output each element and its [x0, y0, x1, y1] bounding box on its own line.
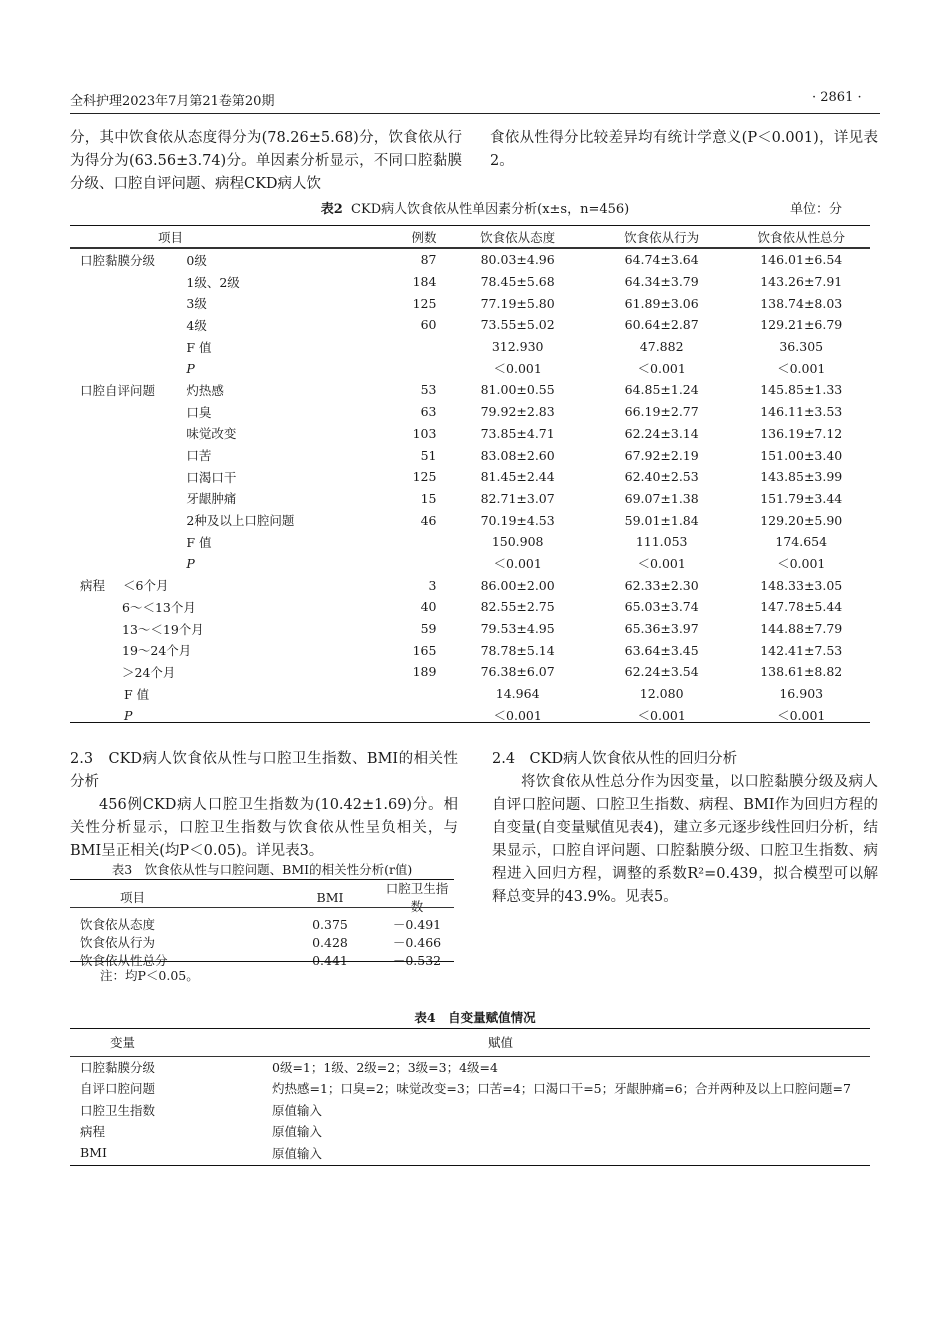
col-total: 饮食依从性总分: [757, 230, 845, 245]
row-total: 142.41±7.53: [760, 642, 843, 658]
row-attitude: 78.78±5.14: [480, 642, 555, 658]
row-ohi: －0.491: [392, 917, 442, 932]
row-group: [70, 314, 186, 336]
row-attitude: 73.85±4.71: [480, 425, 555, 441]
row-val: 0级=1；1级、2级=2；3级=3；4级=4: [272, 1059, 498, 1075]
journal-header: 全科护理2023年7月第21卷第20期: [70, 94, 275, 109]
row-total: 151.00±3.40: [760, 447, 843, 463]
row-group: [70, 488, 186, 510]
row-bmi: 0.428: [312, 934, 348, 950]
row-total: 146.11±3.53: [760, 404, 843, 420]
row-n: 184: [412, 274, 437, 290]
row-n: 15: [420, 490, 437, 506]
row-total: 129.21±6.79: [760, 317, 843, 333]
row-total: 146.01±6.54: [760, 252, 843, 268]
row-behavior: 64.74±3.64: [624, 252, 699, 268]
table2-header-row: [70, 226, 870, 249]
section-2-4: [492, 748, 878, 909]
row-attitude: 82.55±2.75: [480, 599, 555, 615]
table2: [70, 225, 870, 726]
row-attitude: ＜0.001: [493, 556, 542, 572]
table-row: [70, 249, 870, 271]
row-total: 148.33±3.05: [760, 577, 843, 593]
row-attitude: 80.03±4.96: [480, 252, 555, 268]
row-behavior: 60.64±2.87: [624, 317, 699, 333]
row-attitude: 79.53±4.95: [480, 621, 555, 637]
row-group: [70, 531, 186, 553]
row-behavior: 59.01±1.84: [624, 512, 699, 528]
row-item: 饮食依从态度: [80, 917, 156, 932]
row-attitude: 86.00±2.00: [480, 577, 555, 593]
section-2-4-title: 2.4 CKD病人饮食依从性的回归分析: [492, 751, 738, 767]
row-item: P: [124, 707, 133, 723]
row-total: 129.20±5.90: [760, 512, 843, 528]
table-row: [70, 574, 870, 596]
row-item: 6～＜13个月: [122, 599, 196, 615]
row-item: 19～24个月: [122, 643, 192, 659]
row-ohi: －0.532: [392, 953, 442, 968]
row-n: 125: [412, 295, 437, 311]
row-n: [382, 336, 445, 358]
row-ohi: －0.466: [392, 935, 442, 950]
row-attitude: ＜0.001: [493, 361, 542, 377]
row-val: 原值输入: [272, 1102, 323, 1118]
table-row: [70, 271, 870, 293]
row-item: 0级: [186, 252, 207, 268]
row-behavior: 64.34±3.79: [624, 274, 699, 290]
table-row: [70, 379, 870, 401]
table-row: [70, 1142, 870, 1164]
table-row: [70, 1078, 870, 1100]
row-total: ＜0.001: [777, 361, 826, 377]
row-n: 125: [412, 469, 437, 485]
row-attitude: 77.19±5.80: [480, 295, 555, 311]
row-total: 174.654: [775, 534, 828, 550]
row-behavior: 64.85±1.24: [624, 382, 699, 398]
row-item: F 值: [186, 339, 212, 355]
row-group: 病程: [80, 578, 106, 594]
table-row: [70, 1121, 870, 1143]
row-behavior: 62.40±2.53: [624, 469, 699, 485]
row-item: 口渴口干: [186, 469, 237, 485]
table3-top-rule: [70, 879, 454, 880]
header-rule: [70, 113, 880, 114]
row-group: [70, 423, 186, 445]
table2-caption: 表2 CKD病人饮食依从性单因素分析(x±s，n=456): [320, 202, 630, 217]
table-row: [70, 444, 870, 466]
col-n: 例数: [411, 230, 437, 245]
table4-top-rule: [70, 1028, 870, 1029]
row-bmi: 0.441: [312, 952, 348, 968]
row-total: 138.74±8.03: [760, 295, 843, 311]
t4-col-val: 赋值: [488, 1035, 514, 1050]
row-total: ＜0.001: [777, 556, 826, 572]
row-var: 自评口腔问题: [80, 1081, 156, 1097]
table-row: [70, 683, 870, 705]
row-group: [70, 444, 186, 466]
table-row: [70, 596, 870, 618]
table-row: [70, 357, 870, 379]
table3-caption: 表3 饮食依从性与口腔问题、BMI的相关性分析(r值): [111, 862, 413, 877]
row-n: [382, 357, 445, 379]
row-attitude: 73.55±5.02: [480, 317, 555, 333]
row-behavior: 65.03±3.74: [624, 599, 699, 615]
row-group: [70, 292, 186, 314]
row-behavior: ＜0.001: [637, 361, 686, 377]
row-attitude: 83.08±2.60: [480, 447, 555, 463]
row-attitude: ＜0.001: [493, 708, 542, 724]
row-item: 饮食依从性总分: [80, 953, 168, 968]
row-item: 口臭: [186, 404, 212, 420]
row-total: 151.79±3.44: [760, 490, 843, 506]
row-item: 4级: [186, 317, 207, 333]
row-n: 60: [420, 317, 437, 333]
page-number: · 2861 ·: [812, 90, 862, 105]
row-item: 2种及以上口腔问题: [186, 513, 295, 529]
row-item: 1级、2级: [186, 274, 240, 290]
row-val: 原值输入: [272, 1124, 323, 1140]
table4-caption: 表4 自变量赋值情况: [414, 1010, 536, 1025]
row-attitude: 70.19±4.53: [480, 512, 555, 528]
row-var: BMI: [80, 1145, 107, 1161]
table4-header-row: [70, 1028, 870, 1056]
row-n: 53: [420, 382, 437, 398]
col-item: 项目: [158, 230, 184, 245]
row-group: [70, 357, 186, 379]
row-val: 灼热感=1；口臭=2；味觉改变=3；口苦=4；口渴口干=5；牙龈肿痛=6；合并两种及以上口腔问题=7: [272, 1081, 851, 1097]
t3-col-ohi: 口腔卫生指数: [385, 881, 449, 914]
row-behavior: 47.882: [639, 339, 684, 355]
row-total: 36.305: [779, 339, 824, 355]
table3-note: 注：均P＜0.05。: [100, 968, 199, 983]
row-var: 口腔卫生指数: [80, 1102, 156, 1118]
row-attitude: 81.45±2.44: [480, 469, 555, 485]
row-total: 145.85±1.33: [760, 382, 843, 398]
row-n: [382, 531, 445, 553]
table-row: [70, 423, 870, 445]
section-2-4-body: 将饮食依从性总分作为因变量，以口腔黏膜分级及病人自评口腔问题、口腔卫生指数、病程、BMI作为回归方程的自变量(自变量赋值见表4)，建立多元逐步线性回归分析，结果显示，口腔自评问题、口腔黏膜分级、口腔卫生指数、病程进入回归方程，调整的系数R²=0.439，拟合模型可以解释总变异的43.9%。见表5。: [492, 774, 878, 905]
t3-col-bmi: BMI: [316, 889, 344, 905]
row-item: ＞24个月: [122, 664, 176, 680]
row-item: F 值: [186, 534, 212, 550]
row-total: 143.26±7.91: [760, 274, 843, 290]
row-total: 144.88±7.79: [760, 621, 843, 637]
row-item: 牙龈肿痛: [186, 491, 237, 507]
row-n: 3: [428, 577, 437, 593]
table4: [70, 1028, 870, 1164]
row-n: [382, 683, 445, 705]
row-group: [70, 466, 186, 488]
row-attitude: 150.908: [491, 534, 544, 550]
section-2-3: [70, 748, 458, 863]
row-item: 13～＜19个月: [122, 621, 204, 637]
row-var: 病程: [80, 1124, 106, 1140]
row-total: ＜0.001: [777, 708, 826, 724]
row-total: 136.19±7.12: [760, 425, 843, 441]
row-item: 味觉改变: [186, 426, 237, 442]
row-total: 143.85±3.99: [760, 469, 843, 485]
row-total: 138.61±8.82: [760, 664, 843, 680]
row-group: [70, 401, 186, 423]
row-n: 40: [420, 599, 437, 615]
row-behavior: 111.053: [635, 534, 688, 550]
table-row: [70, 488, 870, 510]
row-attitude: 81.00±0.55: [480, 382, 555, 398]
col-behavior: 饮食依从行为: [624, 230, 700, 245]
row-n: 165: [412, 642, 437, 658]
col-attitude: 饮食依从态度: [480, 230, 556, 245]
row-behavior: 65.36±3.97: [624, 621, 699, 637]
row-behavior: ＜0.001: [637, 556, 686, 572]
table-row: [70, 661, 870, 683]
row-n: 103: [412, 425, 437, 441]
table-row: [70, 336, 870, 358]
table-row: [70, 915, 454, 933]
row-group: [70, 509, 186, 531]
row-total: 147.78±5.44: [760, 599, 843, 615]
section-2-3-body: 456例CKD病人口腔卫生指数为(10.42±1.69)分。相关性分析显示，口腔卫生指数与饮食依从性呈负相关，与BMI呈正相关(均P＜0.05)。详见表3。: [70, 797, 458, 859]
table-row: [70, 509, 870, 531]
row-var: 口腔黏膜分级: [80, 1059, 156, 1075]
row-group: [70, 271, 186, 293]
row-group: [70, 336, 186, 358]
row-behavior: 69.07±1.38: [624, 490, 699, 506]
row-group: 口腔黏膜分级: [80, 252, 156, 268]
table3: [70, 879, 454, 969]
intro-right-paragraph: 食依从性得分比较差异均有统计学意义(P＜0.001)，详见表2。: [490, 130, 878, 169]
row-behavior: 62.24±3.54: [624, 664, 699, 680]
row-item: 3级: [186, 296, 207, 312]
row-item: 灼热感: [186, 382, 224, 398]
row-n: 59: [420, 621, 437, 637]
row-n: 51: [420, 447, 437, 463]
row-behavior: 62.33±2.30: [624, 577, 699, 593]
row-attitude: 78.45±5.68: [480, 274, 555, 290]
table-row: [70, 639, 870, 661]
table-row: [70, 466, 870, 488]
row-attitude: 79.92±2.83: [480, 404, 555, 420]
row-item: P: [186, 555, 195, 571]
row-attitude: 76.38±6.07: [480, 664, 555, 680]
row-n: 189: [412, 664, 437, 680]
table2-header-rule: [70, 247, 870, 248]
intro-left-paragraph: 分，其中饮食依从态度得分为(78.26±5.68)分，饮食依从行为得分为(63.56±3.74)分。单因素分析显示，不同口腔黏膜分级、口腔自评问题、病程CKD病人饮: [70, 130, 462, 192]
t4-col-var: 变量: [110, 1035, 136, 1050]
table-row: [70, 933, 454, 951]
table3-bottom-rule: [70, 961, 454, 962]
row-attitude: 14.964: [495, 686, 540, 702]
table-row: [70, 401, 870, 423]
row-item: F 值: [124, 686, 150, 702]
row-item: 口苦: [186, 448, 212, 464]
table2-bottom-rule: [70, 722, 870, 723]
row-total: 16.903: [779, 686, 824, 702]
table-row: [70, 618, 870, 640]
table2-unit: 单位：分: [790, 202, 843, 217]
table4-bottom-rule: [70, 1165, 870, 1166]
row-n: [382, 553, 445, 575]
table-row: [70, 314, 870, 336]
row-behavior: 63.64±3.45: [624, 642, 699, 658]
row-attitude: 82.71±3.07: [480, 490, 555, 506]
table4-header-rule: [70, 1056, 870, 1057]
table-row: [70, 292, 870, 314]
table-row: [70, 1099, 870, 1121]
row-group: 口腔自评问题: [80, 382, 156, 398]
row-n: 46: [420, 512, 437, 528]
row-behavior: 62.24±3.14: [624, 425, 699, 441]
row-item: ＜6个月: [123, 578, 169, 594]
row-val: 原值输入: [272, 1145, 323, 1161]
section-2-3-title: 2.3 CKD病人饮食依从性与口腔卫生指数、BMI的相关性分析: [70, 751, 458, 790]
row-n: 63: [420, 404, 437, 420]
row-behavior: ＜0.001: [637, 708, 686, 724]
row-n: 87: [420, 252, 437, 268]
table-row: [70, 553, 870, 575]
table-row: [70, 531, 870, 553]
table3-header-rule: [70, 907, 454, 908]
row-group: [70, 553, 186, 575]
t3-col-item: 项目: [120, 890, 146, 905]
row-item: 饮食依从行为: [80, 935, 156, 950]
table-row: [70, 1056, 870, 1078]
row-behavior: 12.080: [639, 686, 684, 702]
row-item: P: [186, 360, 195, 376]
row-behavior: 61.89±3.06: [624, 295, 699, 311]
row-bmi: 0.375: [312, 916, 348, 932]
row-attitude: 312.930: [491, 339, 544, 355]
row-behavior: 66.19±2.77: [624, 404, 699, 420]
row-behavior: 67.92±2.19: [624, 447, 699, 463]
course-group-cell: [70, 574, 382, 596]
table3-header-row: [70, 879, 454, 915]
